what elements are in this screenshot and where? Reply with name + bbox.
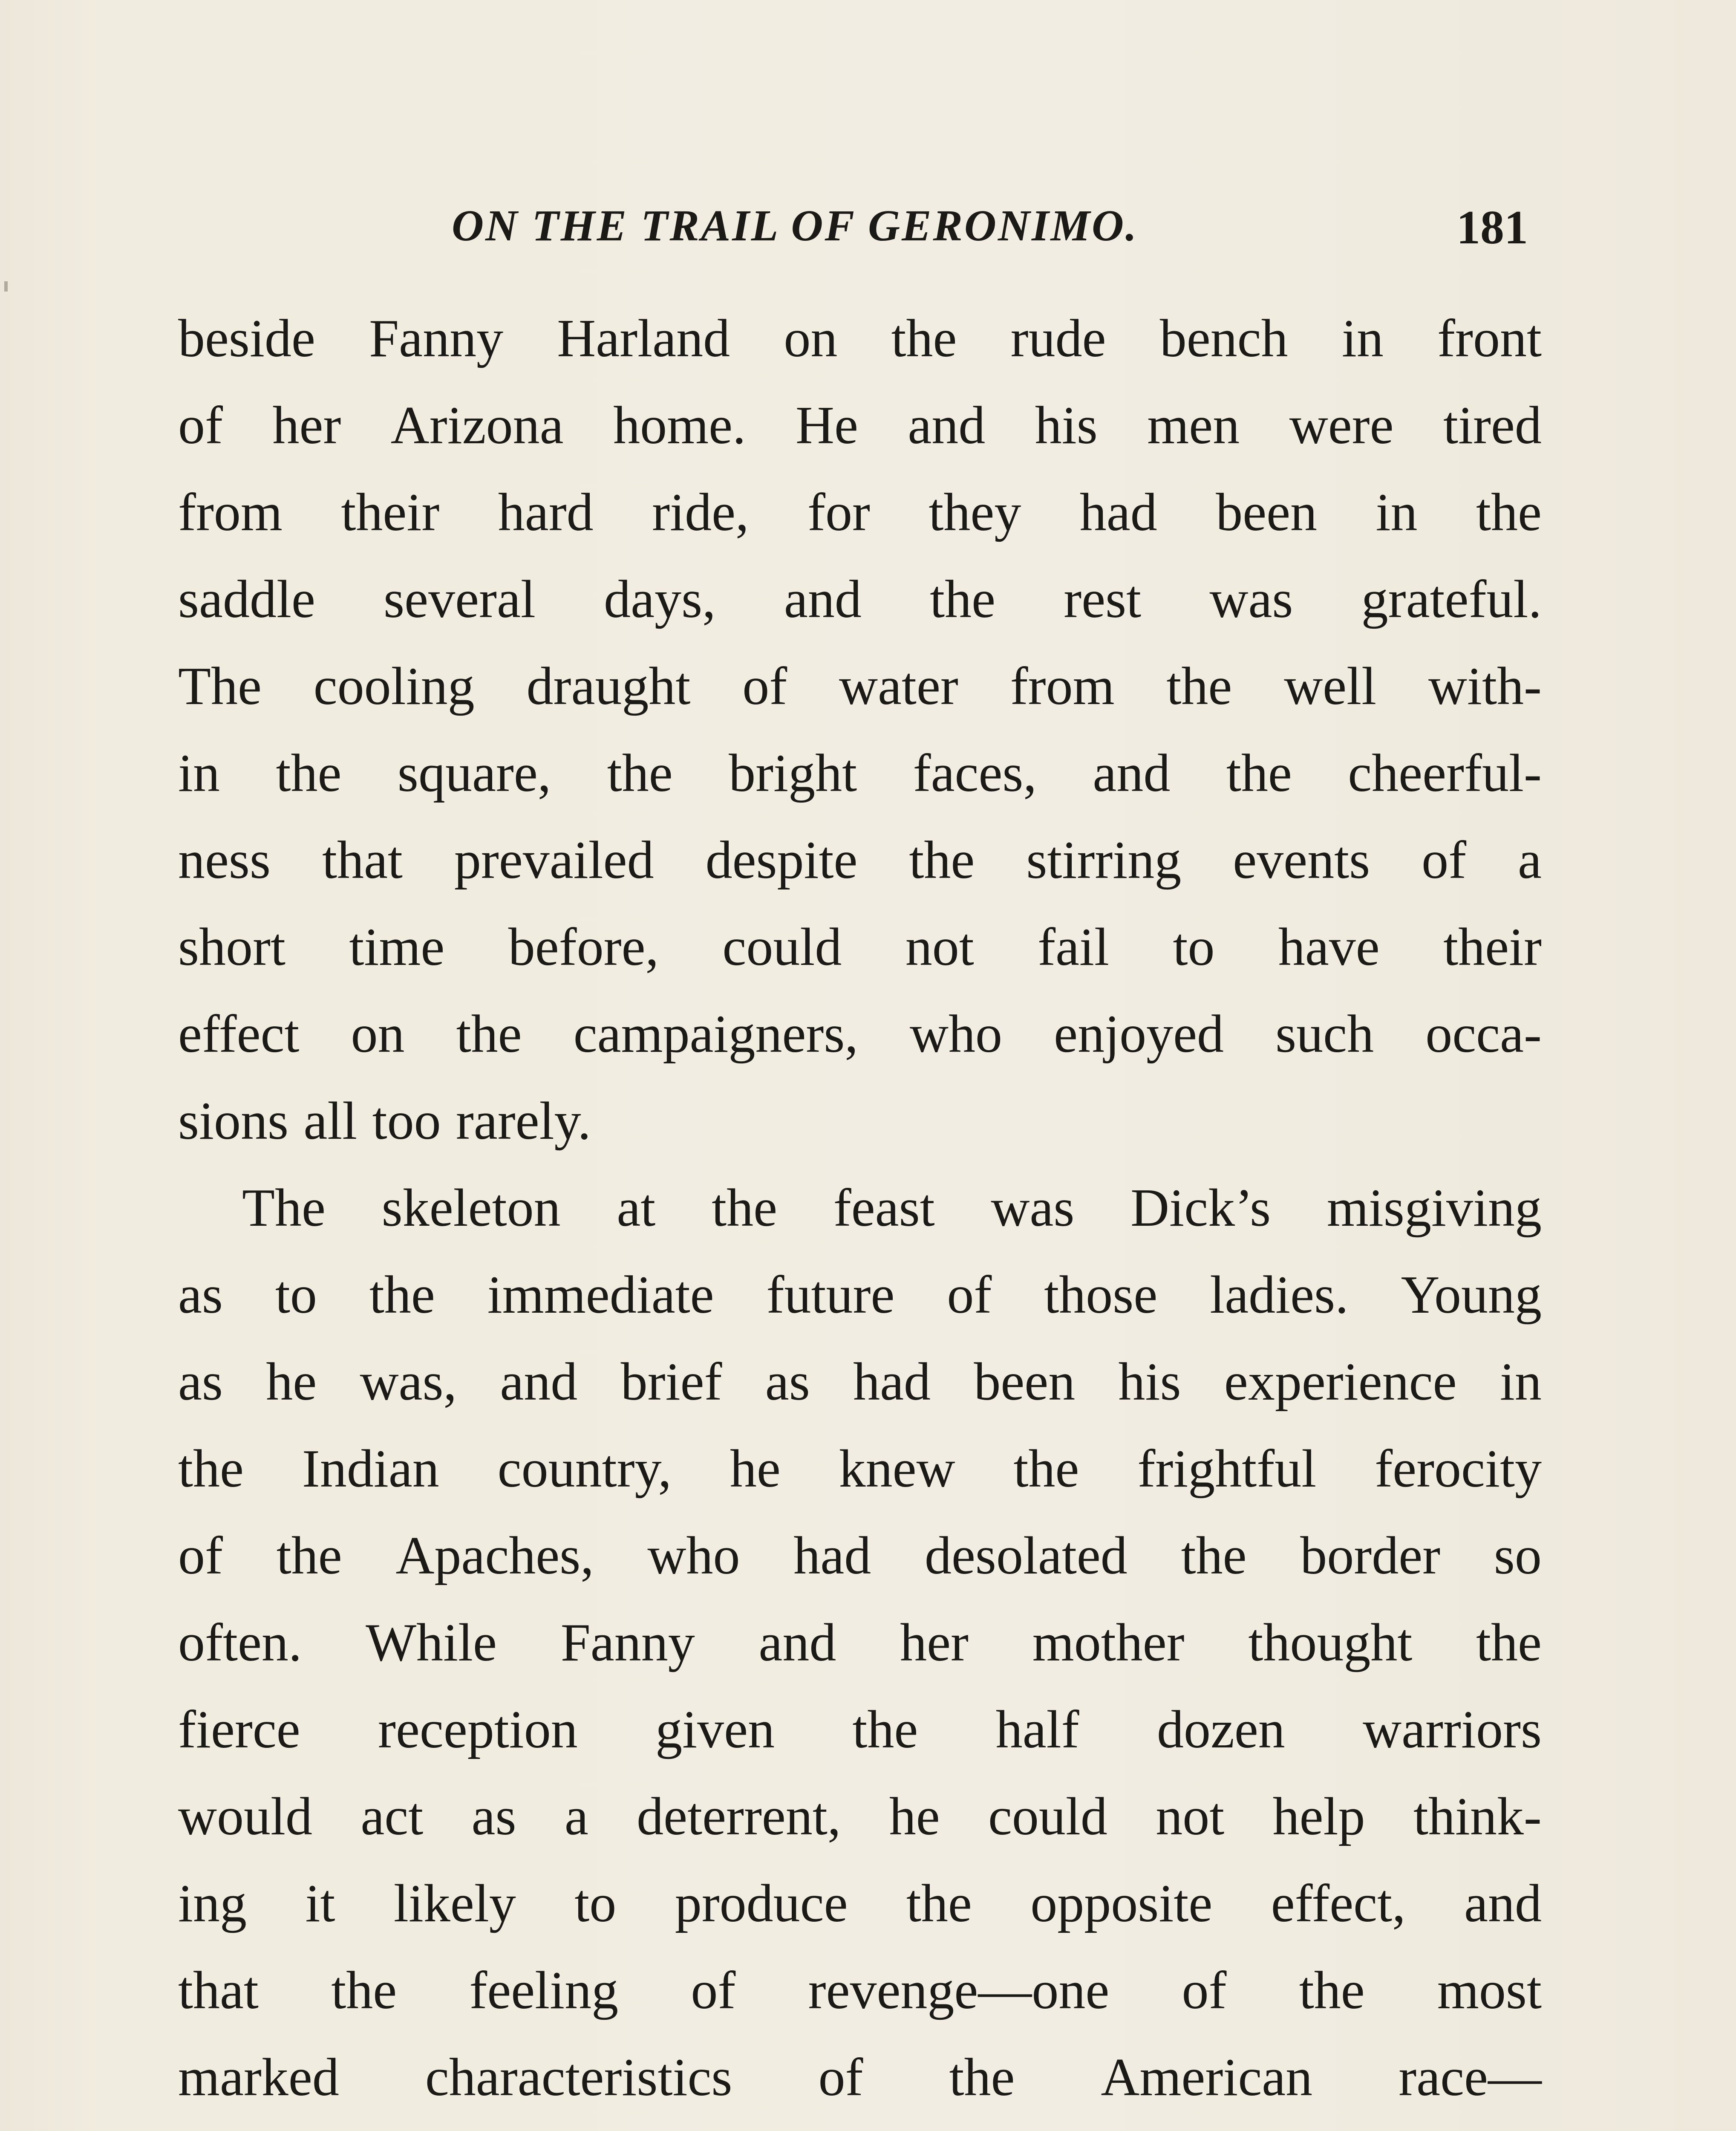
word: act xyxy=(360,1787,424,1846)
word: occa- xyxy=(1425,1005,1542,1064)
word: was xyxy=(991,1178,1075,1238)
word: campaigners, xyxy=(573,1005,858,1064)
word: frightful xyxy=(1137,1439,1317,1499)
word: tired xyxy=(1443,396,1542,455)
word: home. xyxy=(613,396,746,455)
word: Dick’s xyxy=(1130,1178,1271,1238)
word: marked xyxy=(178,2048,339,2107)
word: the xyxy=(1476,483,1542,542)
text-line xyxy=(178,1176,1542,1263)
word: skeleton xyxy=(381,1178,561,1238)
word: border xyxy=(1300,1526,1441,1585)
word: misgiving xyxy=(1327,1178,1542,1238)
word: dozen xyxy=(1156,1700,1285,1759)
word: the xyxy=(1226,744,1292,803)
text-line xyxy=(178,1002,1542,1089)
word: prevailed xyxy=(454,831,654,890)
word: such xyxy=(1275,1005,1374,1064)
word: likely xyxy=(393,1874,516,1933)
word: in xyxy=(178,744,220,803)
word: could xyxy=(722,918,842,977)
word: The xyxy=(178,657,262,716)
text-line xyxy=(178,1263,1542,1350)
word: was xyxy=(1209,570,1293,629)
word: the xyxy=(369,1265,435,1325)
word: as xyxy=(471,1787,516,1846)
word: their xyxy=(341,483,440,542)
word: square, xyxy=(397,744,551,803)
word: his xyxy=(1035,396,1098,455)
word: rude xyxy=(1010,309,1106,368)
word: could xyxy=(988,1787,1107,1846)
text-line xyxy=(178,1524,1542,1611)
word: of xyxy=(742,657,787,716)
word: Fanny xyxy=(560,1613,695,1672)
word: he xyxy=(266,1352,317,1412)
word: a xyxy=(564,1787,588,1846)
word: cheerful- xyxy=(1348,744,1542,803)
word: fail xyxy=(1038,918,1110,977)
word: desolated xyxy=(924,1526,1128,1585)
word: for xyxy=(807,483,870,542)
word: the xyxy=(1299,1961,1365,2020)
word: the xyxy=(1166,657,1232,716)
running-head-title: ON THE TRAIL OF GERONIMO. xyxy=(452,201,1139,250)
paper-speck xyxy=(4,281,8,292)
text-line xyxy=(178,1785,1542,1872)
word: deterrent, xyxy=(637,1787,841,1846)
word: from xyxy=(1010,657,1115,716)
word: it xyxy=(305,1874,335,1933)
word: ferocity xyxy=(1375,1439,1542,1499)
word: grateful. xyxy=(1361,570,1542,629)
word: been xyxy=(1216,483,1318,542)
word: given xyxy=(655,1700,775,1759)
word: ness xyxy=(178,831,271,890)
text-line xyxy=(178,655,1542,742)
word: bright xyxy=(729,744,857,803)
word: on xyxy=(351,1005,405,1064)
word: and xyxy=(758,1613,836,1672)
text-line xyxy=(178,394,1542,481)
word: have xyxy=(1278,918,1380,977)
word: of xyxy=(178,1526,223,1585)
text-line xyxy=(178,915,1542,1002)
word: of xyxy=(818,2048,863,2107)
word: events xyxy=(1233,831,1370,890)
word: draught xyxy=(526,657,691,716)
word: faces, xyxy=(913,744,1037,803)
word: too xyxy=(372,1091,441,1151)
word: he xyxy=(889,1787,940,1846)
text-line xyxy=(178,307,1542,394)
word: to xyxy=(275,1265,317,1325)
word: as xyxy=(178,1352,223,1412)
word: the xyxy=(909,831,975,890)
word: enjoyed xyxy=(1054,1005,1224,1064)
word: Harland xyxy=(557,309,730,368)
text-line xyxy=(178,1959,1542,2046)
text-line xyxy=(178,1698,1542,1785)
word: feeling xyxy=(469,1961,619,2020)
word: bench xyxy=(1159,309,1288,368)
word: Fanny xyxy=(369,309,504,368)
word: at xyxy=(617,1178,656,1238)
word: short xyxy=(178,918,285,977)
word: the xyxy=(456,1005,522,1064)
word: characteristics xyxy=(425,2048,732,2107)
word: He xyxy=(795,396,858,455)
word: the xyxy=(949,2048,1015,2107)
word: to xyxy=(574,1874,617,1933)
text-line xyxy=(178,568,1542,655)
word: all xyxy=(303,1091,358,1151)
text-line xyxy=(178,829,1542,915)
word: of xyxy=(1422,831,1467,890)
word: from xyxy=(178,483,283,542)
word: While xyxy=(366,1613,497,1672)
word: produce xyxy=(675,1874,848,1933)
word: effect, xyxy=(1271,1874,1406,1933)
word: ing xyxy=(178,1874,247,1933)
word: the xyxy=(712,1178,778,1238)
body-text xyxy=(178,307,1542,2131)
word: and xyxy=(500,1352,578,1412)
text-line xyxy=(178,742,1542,829)
word: the xyxy=(930,570,996,629)
text-line xyxy=(178,1872,1542,1959)
word: had xyxy=(1079,483,1157,542)
word: most xyxy=(1437,1961,1542,2020)
word: the xyxy=(852,1700,918,1759)
word: beside xyxy=(178,309,315,368)
word: were xyxy=(1289,396,1394,455)
word: and xyxy=(1093,744,1171,803)
word: the xyxy=(607,744,673,803)
word: cooling xyxy=(313,657,475,716)
word: in xyxy=(1341,309,1384,368)
word: with- xyxy=(1428,657,1542,716)
word: been xyxy=(974,1352,1076,1412)
word: Young xyxy=(1401,1265,1542,1325)
word: reception xyxy=(378,1700,578,1759)
word: as xyxy=(765,1352,810,1412)
word: the xyxy=(276,1526,342,1585)
word: several xyxy=(384,570,536,629)
text-line xyxy=(178,1437,1542,1524)
word: knew xyxy=(839,1439,955,1499)
word: time xyxy=(349,918,445,977)
word: who xyxy=(910,1005,1003,1064)
word: and xyxy=(908,396,986,455)
word: days, xyxy=(604,570,716,629)
word: had xyxy=(853,1352,931,1412)
word: a xyxy=(1518,831,1542,890)
word: who xyxy=(647,1526,740,1585)
word: her xyxy=(272,396,341,455)
word: saddle xyxy=(178,570,315,629)
word: fierce xyxy=(178,1700,300,1759)
word: Arizona xyxy=(390,396,564,455)
word: of xyxy=(1182,1961,1227,2020)
word: help xyxy=(1272,1787,1365,1846)
word: not xyxy=(905,918,974,977)
word: future xyxy=(766,1265,895,1325)
word: in xyxy=(1500,1352,1542,1412)
word: the xyxy=(1013,1439,1079,1499)
page-number: 181 xyxy=(1456,201,1528,254)
word: the xyxy=(1476,1613,1542,1672)
word: as xyxy=(178,1265,223,1325)
word: warriors xyxy=(1363,1700,1542,1759)
text-line xyxy=(178,2046,1542,2131)
word: the xyxy=(1181,1526,1247,1585)
word: was, xyxy=(360,1352,457,1412)
word: those xyxy=(1044,1265,1158,1325)
word: rest xyxy=(1064,570,1142,629)
word: Apaches, xyxy=(395,1526,594,1585)
word: stirring xyxy=(1026,831,1182,890)
word: The xyxy=(242,1178,326,1238)
word: men xyxy=(1147,396,1240,455)
word: experience xyxy=(1224,1352,1457,1412)
text-line xyxy=(178,1350,1542,1437)
word: and xyxy=(784,570,862,629)
word: would xyxy=(178,1787,312,1846)
word: the xyxy=(906,1874,972,1933)
word: in xyxy=(1376,483,1418,542)
word: the xyxy=(331,1961,397,2020)
word: their xyxy=(1443,918,1542,977)
word: front xyxy=(1437,309,1542,368)
word: to xyxy=(1173,918,1215,977)
word: on xyxy=(784,309,838,368)
word: so xyxy=(1494,1526,1542,1585)
word: well xyxy=(1284,657,1377,716)
word: thought xyxy=(1248,1613,1413,1672)
word: often. xyxy=(178,1613,302,1672)
word: that xyxy=(178,1961,259,2020)
word: feast xyxy=(833,1178,935,1238)
word: hard xyxy=(498,483,594,542)
word: opposite xyxy=(1030,1874,1213,1933)
word: not xyxy=(1156,1787,1225,1846)
word: the xyxy=(178,1439,244,1499)
word: had xyxy=(793,1526,871,1585)
word: country, xyxy=(497,1439,672,1499)
word: half xyxy=(995,1700,1079,1759)
word: her xyxy=(900,1613,969,1672)
word: before, xyxy=(508,918,659,977)
word: of xyxy=(178,396,223,455)
word: rarely. xyxy=(456,1091,591,1151)
word: mother xyxy=(1032,1613,1185,1672)
word: revenge—one xyxy=(808,1961,1110,2020)
word: think- xyxy=(1413,1787,1542,1846)
text-line xyxy=(178,1611,1542,1698)
text-line xyxy=(178,1089,1542,1176)
word: race— xyxy=(1399,2048,1542,2107)
word: that xyxy=(322,831,403,890)
word: they xyxy=(929,483,1021,542)
word: despite xyxy=(705,831,858,890)
word: the xyxy=(891,309,957,368)
word: ladies. xyxy=(1210,1265,1349,1325)
word: of xyxy=(947,1265,992,1325)
word: immediate xyxy=(487,1265,714,1325)
word: water xyxy=(839,657,958,716)
word: his xyxy=(1118,1352,1181,1412)
word: and xyxy=(1464,1874,1542,1933)
word: he xyxy=(730,1439,781,1499)
word: of xyxy=(691,1961,736,2020)
word: the xyxy=(276,744,342,803)
word: American xyxy=(1101,2048,1313,2107)
word: ride, xyxy=(652,483,749,542)
word: sions xyxy=(178,1091,289,1151)
word: Indian xyxy=(302,1439,439,1499)
word: brief xyxy=(620,1352,722,1412)
text-line xyxy=(178,481,1542,568)
word: effect xyxy=(178,1005,300,1064)
